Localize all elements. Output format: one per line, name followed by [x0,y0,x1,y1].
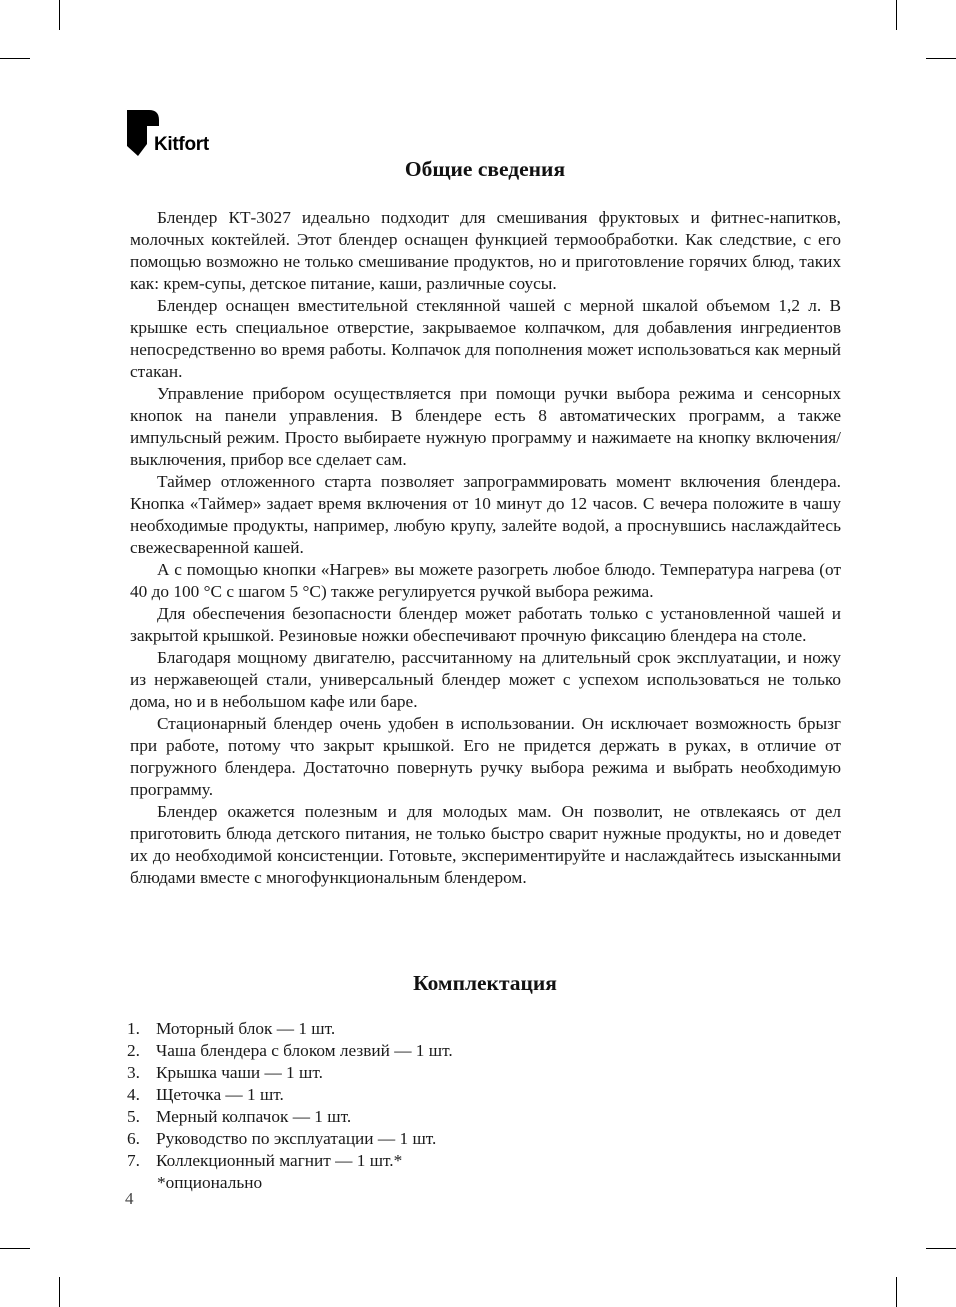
page-number: 4 [125,1189,134,1208]
list-text: Моторный блок — 1 шт. [156,1019,336,1038]
footnote: *опционально [157,1173,263,1192]
list-item [127,1084,727,1106]
crop-mark [896,1277,897,1307]
section-title-general: Общие сведения [404,157,566,181]
crop-mark [0,1248,30,1249]
general-body [130,207,841,889]
crop-mark [926,1248,956,1249]
list-item [127,1018,727,1040]
paragraph: Блендер КТ-3027 идеально подходит для смешивания фруктовых и фитнес-напитков, молочных коктейлей. Этот блендер оснащен функцией термообработки. Как следствие, с его помощью возможно не только смешивание продуктов, но и приготовление горячих блюд, таких как: крем-супы, детское питание, каши, различные соусы. [130,208,841,293]
paragraph: Таймер отложенного старта позволяет запрограммировать момент включения блендера. Кнопка «Таймер» задает время включения от 10 минут до 12 часов. С вечера положите в чашу необходимые продукты, например, любую крупу, залейте водой, а проснувшись наслаждайтесь свежесваренной кашей. [130,472,841,557]
section-title-kit: Комплектация [413,971,557,995]
paragraph: Блендер оснащен вместительной стеклянной чашей с мерной шкалой объемом 1,2 л. В крышке есть специальное отверстие, закрываемое колпачком, для добавления ингредиентов непосредственно во время работы. Колпачок для пополнения может использоваться как мерный стакан. [130,296,841,381]
paragraph: А с помощью кнопки «Нагрев» вы можете разогреть любое блюдо. Температура нагрева (от 40 до 100 °C с шагом 5 °C) также регулируется ручкой выбора режима. [130,560,841,601]
list-text: Щеточка — 1 шт. [156,1085,284,1104]
list-text: Мерный колпачок — 1 шт. [156,1107,352,1126]
crop-mark [59,0,60,30]
list-item [127,1062,727,1084]
list-number: 1. [127,1019,140,1038]
logo-text: Kitfort [154,134,209,155]
paragraph: Благодаря мощному двигателю, рассчитанному на длительный срок эксплуатации, и ножу из нержавеющей стали, универсальный блендер может с успехом использоваться не только дома, но и в небольшом кафе или баре. [130,648,841,711]
list-text: Крышка чаши — 1 шт. [156,1063,323,1082]
kit-list [127,1018,727,1172]
list-item [127,1150,727,1172]
paragraph: Управление прибором осуществляется при помощи ручки выбора режима и сенсорных кнопок на панели управления. В блендере есть 8 автоматических программ, а также импульсный режим. Просто выбираете нужную программу и нажимаете на кнопку включения/выключения, прибор все сделает сам. [130,384,841,469]
list-number: 7. [127,1151,140,1170]
paragraph: Стационарный блендер очень удобен в использовании. Он исключает возможность брызг при работе, потому что закрыт крышкой. Его не придется держать в руках, в отличие от погружного блендера. Достаточно повернуть ручку выбора режима и выбрать необходимую программу. [130,714,841,799]
list-text: Коллекционный магнит — 1 шт.* [156,1151,403,1170]
kitfort-logo [127,110,227,160]
list-number: 5. [127,1107,140,1126]
crop-mark [896,0,897,30]
list-item [127,1128,727,1150]
list-text: Чаша блендера с блоком лезвий — 1 шт. [156,1041,453,1060]
paragraph: Для обеспечения безопасности блендер может работать только с установленной чашей и закрытой крышкой. Резиновые ножки обеспечивают прочную фиксацию блендера на столе. [130,604,841,645]
list-item [127,1106,727,1128]
list-number: 3. [127,1063,140,1082]
crop-mark [926,58,956,59]
crop-mark [0,58,30,59]
list-number: 4. [127,1085,140,1104]
list-number: 2. [127,1041,140,1060]
list-number: 6. [127,1129,140,1148]
list-item [127,1040,727,1062]
list-text: Руководство по эксплуатации — 1 шт. [156,1129,437,1148]
paragraph: Блендер окажется полезным и для молодых мам. Он позволит, не отвлекаясь от дел приготовить блюда детского питания, не только быстро сварит нужные продукты, но и доведет их до необходимой консистенции. Готовьте, экспериментируйте и наслаждайтесь изысканными блюдами вместе с многофункциональным блендером. [130,802,841,887]
crop-mark [59,1277,60,1307]
